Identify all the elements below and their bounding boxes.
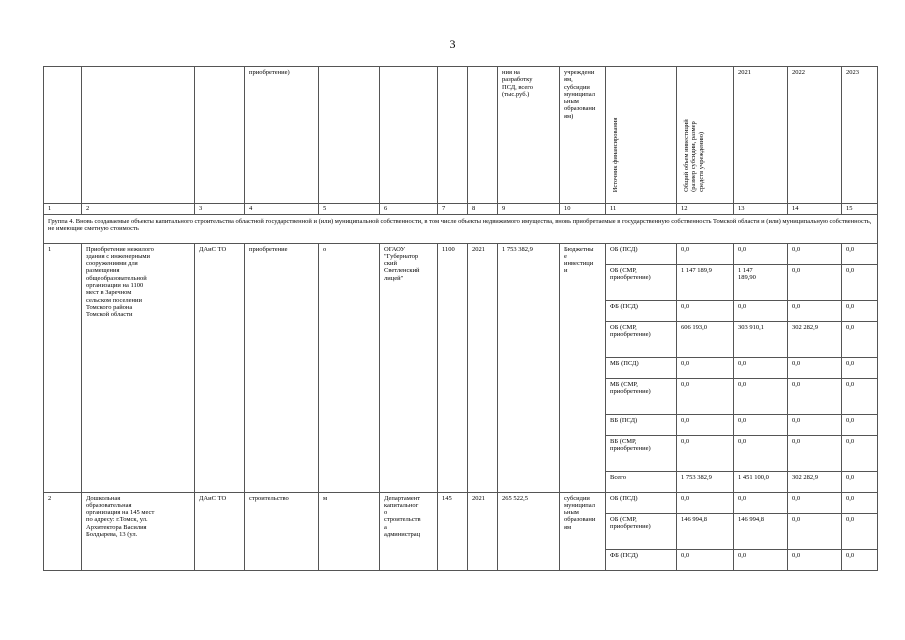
header-cell-vertical (677, 67, 734, 204)
object-org: ДАиС ТО (195, 243, 245, 492)
source-cell: ОБ (СМР, приобретение) (606, 513, 677, 549)
source-cell: ОБ (СМР, приобретение) (606, 321, 677, 357)
year-2022-cell: 0,0 (788, 264, 842, 300)
header-cell (82, 67, 195, 204)
year-2023-cell: 0,0 (842, 357, 878, 378)
column-number: 6 (380, 203, 438, 214)
object-cost: 265 522,5 (498, 492, 560, 570)
object-capacity: 145 (438, 492, 468, 570)
page-number: 3 (449, 37, 456, 51)
source-cell: ФБ (ПСД) (606, 300, 677, 321)
year-2023-cell: 0,0 (842, 414, 878, 435)
source-cell: МБ (СМР, приобретение) (606, 378, 677, 414)
column-number: 12 (677, 203, 734, 214)
header-cell: приобретение) (245, 67, 319, 204)
year-2022-cell: 0,0 (788, 300, 842, 321)
source-cell: Всего (606, 471, 677, 492)
year-2021-cell: 0,0 (734, 435, 788, 471)
header-row (44, 67, 878, 204)
header-cell (380, 67, 438, 204)
object-name: Дошкольная образовательная организация на 145 мест по адресу: г.Томск, ул. Архитектора Василия Болдырева, 13 (ул. (82, 492, 195, 570)
column-number: 7 (438, 203, 468, 214)
year-2021-cell: 0,0 (734, 243, 788, 264)
total-cell: 0,0 (677, 549, 734, 570)
year-2021-cell: 0,0 (734, 549, 788, 570)
header-cell: ния на разработку ПСД, всего (тыс.руб.) (498, 67, 560, 204)
header-cell (195, 67, 245, 204)
total-cell: 0,0 (677, 357, 734, 378)
object-number: 2 (44, 492, 82, 570)
header-cell: 2021 (734, 67, 788, 204)
year-2021-cell: 146 994,8 (734, 513, 788, 549)
total-cell: 1 147 189,9 (677, 264, 734, 300)
group-title: Группа 4. Вновь создаваемые объекты капитального строительства областной государственной и (или) муниципальной собственности, в том числе объекты недвижимого имущества, вновь приобретаемые в государственную собственность Томской области и (или) муниципальную собственность, не имеющие сметную стоимость (44, 214, 878, 243)
source-cell: ВБ (ПСД) (606, 414, 677, 435)
column-number: 15 (842, 203, 878, 214)
total-cell: 0,0 (677, 243, 734, 264)
total-cell: 0,0 (677, 492, 734, 513)
column-number: 1 (44, 203, 82, 214)
object-type: строительство (245, 492, 319, 570)
source-cell: ВБ (СМР, приобретение) (606, 435, 677, 471)
column-number: 13 (734, 203, 788, 214)
total-cell: 146 994,8 (677, 513, 734, 549)
header-cell (438, 67, 468, 204)
column-number: 5 (319, 203, 380, 214)
investment-table (43, 66, 878, 571)
year-2022-cell: 302 282,9 (788, 471, 842, 492)
object-form: Бюджетны е инвестици и (560, 243, 606, 492)
year-2023-cell: 0,0 (842, 435, 878, 471)
year-2021-cell: 1 147 189,90 (734, 264, 788, 300)
column-number: 9 (498, 203, 560, 214)
object-number: 1 (44, 243, 82, 492)
column-number: 10 (560, 203, 606, 214)
total-cell: 0,0 (677, 435, 734, 471)
year-2021-cell: 0,0 (734, 492, 788, 513)
object-org: ДАиС ТО (195, 492, 245, 570)
header-cell: 2022 (788, 67, 842, 204)
header-cell (468, 67, 498, 204)
object-form: субсидии муниципал ьным образовани ям (560, 492, 606, 570)
year-2022-cell: 0,0 (788, 357, 842, 378)
object-cost: 1 753 382,9 (498, 243, 560, 492)
year-2022-cell: 0,0 (788, 414, 842, 435)
column-numbers-row (44, 203, 878, 214)
table-row (44, 492, 878, 513)
year-2023-cell: 0,0 (842, 492, 878, 513)
year-2023-cell: 0,0 (842, 549, 878, 570)
year-2021-cell: 0,0 (734, 414, 788, 435)
header-cell-vertical (606, 67, 677, 204)
object-year: 2021 (468, 243, 498, 492)
total-cell: 0,0 (677, 378, 734, 414)
source-cell: ФБ (ПСД) (606, 549, 677, 570)
object-unit: м (319, 492, 380, 570)
source-cell: ОБ (СМР, приобретение) (606, 264, 677, 300)
source-cell: ОБ (ПСД) (606, 492, 677, 513)
header-source-label: Источник финансирования (612, 117, 619, 193)
object-customer: Департамент капитальног о строительств а администрац (380, 492, 438, 570)
object-capacity: 1100 (438, 243, 468, 492)
object-year: 2021 (468, 492, 498, 570)
object-customer: ОГАОУ "Губернатор ский Светленский лицей" (380, 243, 438, 492)
year-2023-cell: 0,0 (842, 378, 878, 414)
year-2021-cell: 0,0 (734, 378, 788, 414)
source-cell: ОБ (ПСД) (606, 243, 677, 264)
total-cell: 606 193,0 (677, 321, 734, 357)
year-2021-cell: 0,0 (734, 300, 788, 321)
year-2023-cell: 0,0 (842, 471, 878, 492)
header-cell (44, 67, 82, 204)
column-number: 2 (82, 203, 195, 214)
year-2022-cell: 0,0 (788, 549, 842, 570)
year-2022-cell: 302 282,9 (788, 321, 842, 357)
year-2022-cell: 0,0 (788, 513, 842, 549)
year-2023-cell: 0,0 (842, 243, 878, 264)
year-2023-cell: 0,0 (842, 300, 878, 321)
column-number: 11 (606, 203, 677, 214)
year-2021-cell: 0,0 (734, 357, 788, 378)
year-2022-cell: 0,0 (788, 492, 842, 513)
header-cell: учреждени ям, субсидии муниципал ьным образовани ям) (560, 67, 606, 204)
header-cell (319, 67, 380, 204)
object-type: приобретение (245, 243, 319, 492)
total-cell: 1 753 382,9 (677, 471, 734, 492)
table-row (44, 243, 878, 264)
year-2022-cell: 0,0 (788, 435, 842, 471)
year-2023-cell: 0,0 (842, 513, 878, 549)
total-cell: 0,0 (677, 414, 734, 435)
year-2021-cell: 1 451 100,0 (734, 471, 788, 492)
object-unit: о (319, 243, 380, 492)
column-number: 14 (788, 203, 842, 214)
header-total-label: Общий объем инвестиций (размер субсидии, размер средств учреждению) (683, 119, 705, 193)
group-row (44, 214, 878, 243)
source-cell: МБ (ПСД) (606, 357, 677, 378)
column-number: 3 (195, 203, 245, 214)
column-number: 8 (468, 203, 498, 214)
year-2021-cell: 303 910,1 (734, 321, 788, 357)
total-cell: 0,0 (677, 300, 734, 321)
year-2022-cell: 0,0 (788, 243, 842, 264)
column-number: 4 (245, 203, 319, 214)
header-cell: 2023 (842, 67, 878, 204)
year-2023-cell: 0,0 (842, 264, 878, 300)
year-2023-cell: 0,0 (842, 321, 878, 357)
object-name: Приобретение нежилого здания с инженерными сооружениями для размещения общеобразовательной организации на 1100 мест в Заречном сельском поселении Томского района Томской области (82, 243, 195, 492)
year-2022-cell: 0,0 (788, 378, 842, 414)
